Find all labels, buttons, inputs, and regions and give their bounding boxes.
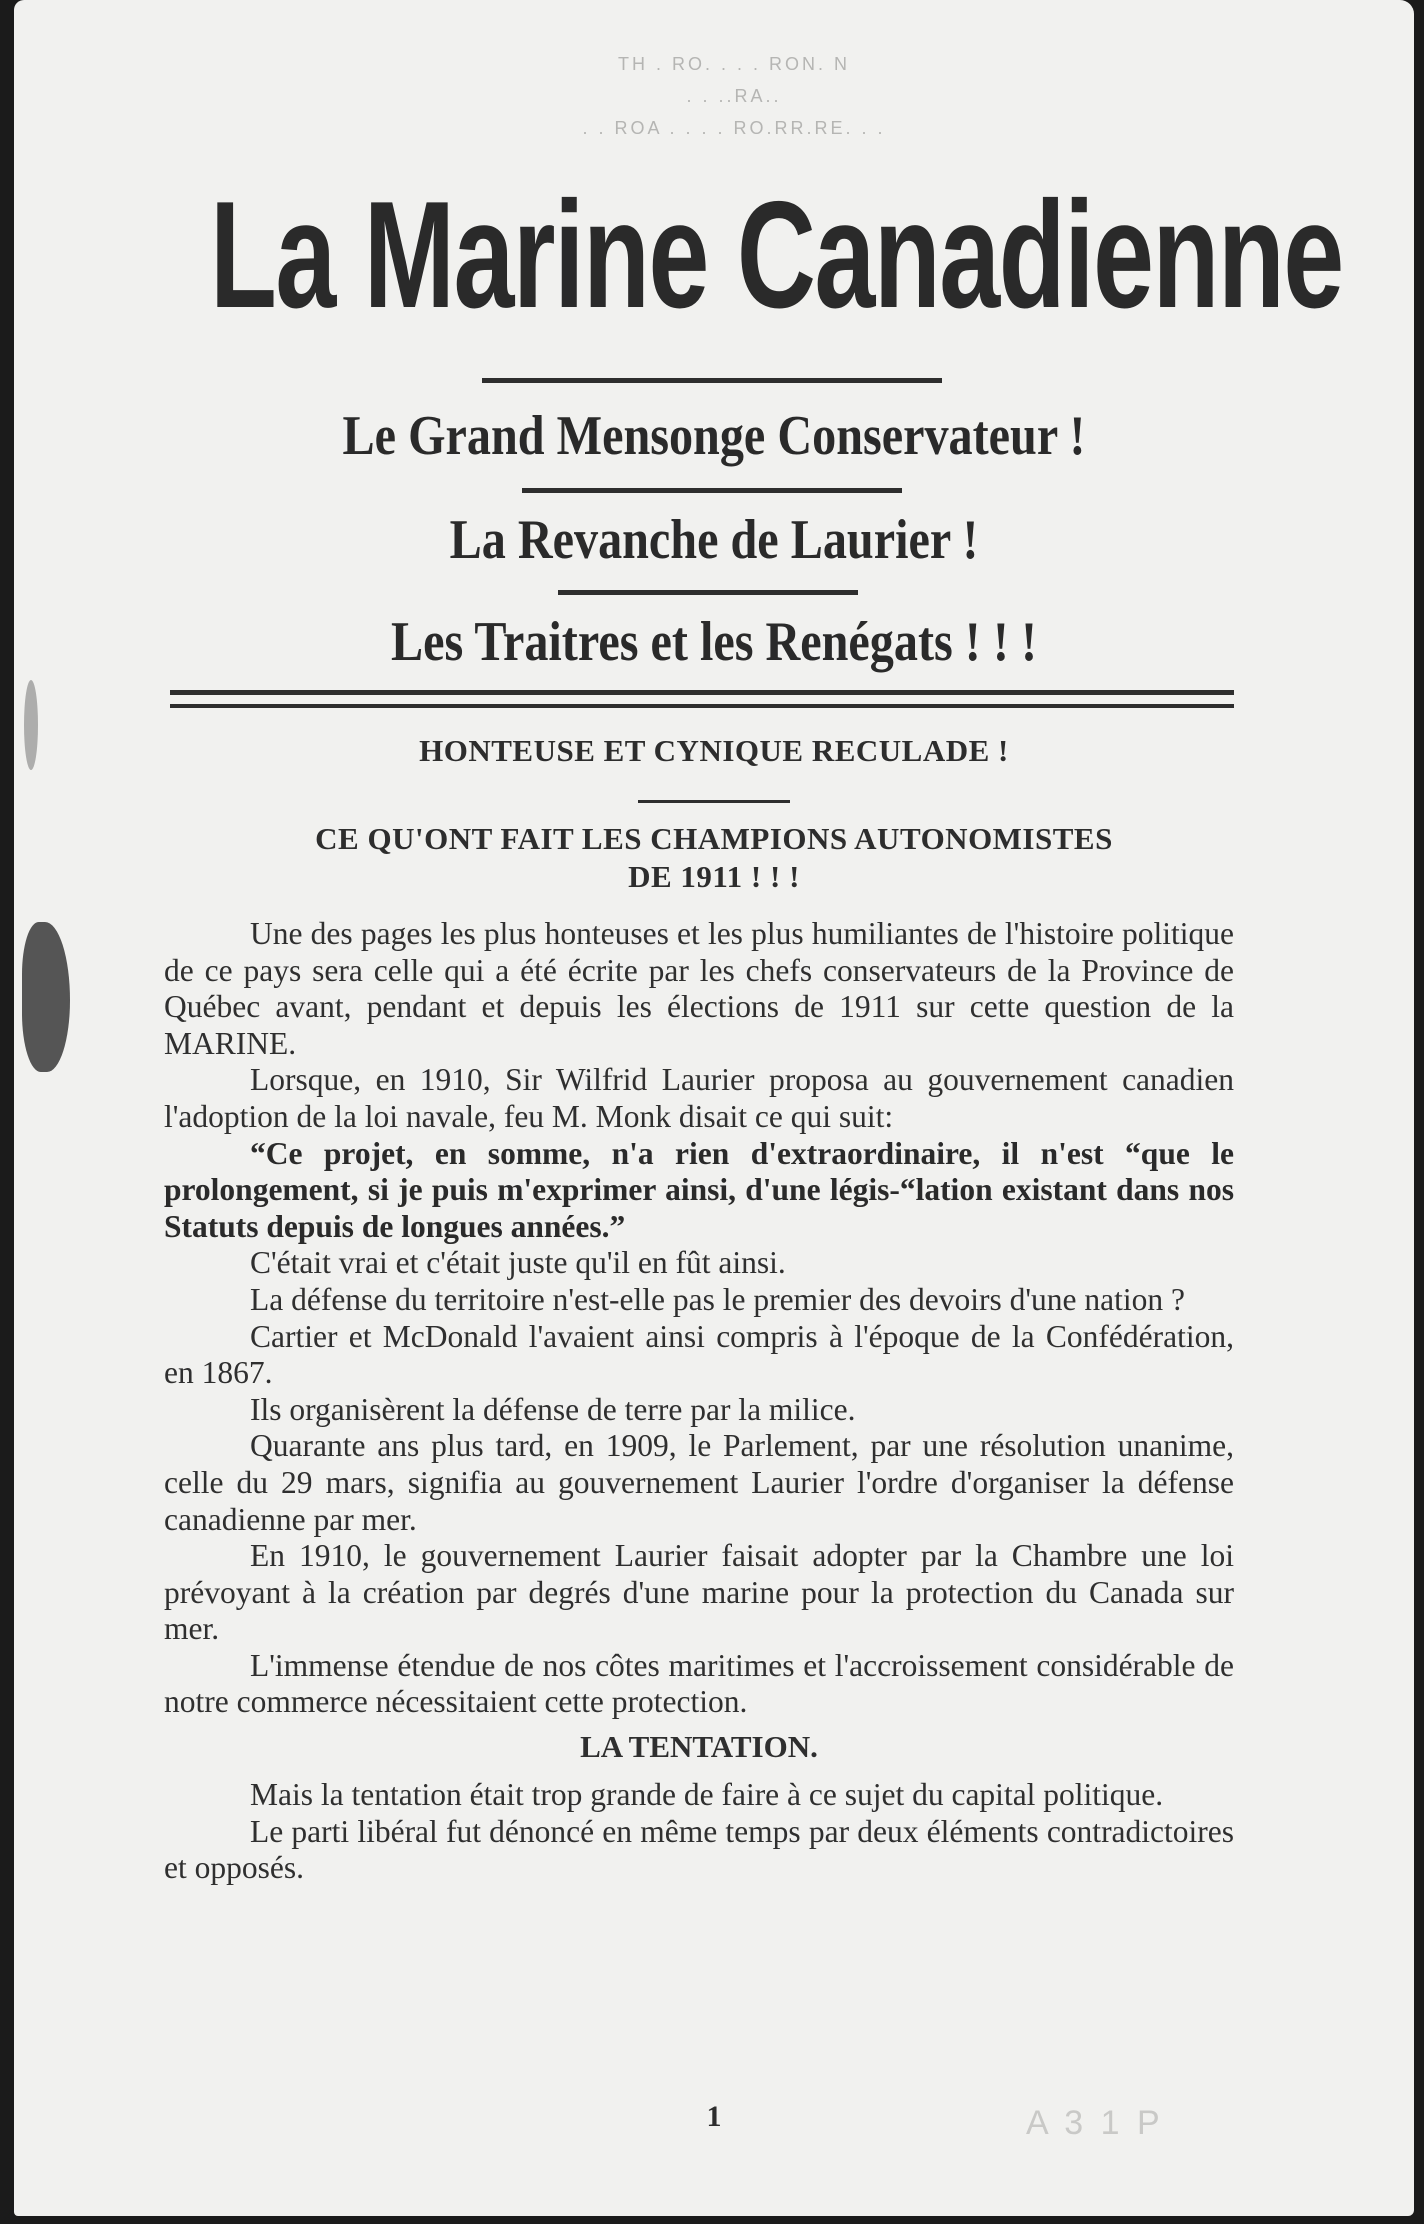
divider-rule xyxy=(522,488,902,493)
stamp-line-3: . . ROA . . . . RO.RR.RE. . . xyxy=(582,118,886,138)
page-title: La Marine Canadienne xyxy=(209,170,1343,340)
heading-champions xyxy=(164,820,1264,896)
paragraph: En 1910, le gouvernement Laurier faisait adopter par la Chambre une loi prévoyant à la création par degrés d'une marine pour la protection du Canada sur mer. xyxy=(164,1538,1234,1647)
paragraph: C'était vrai et c'était juste qu'il en fût ainsi. xyxy=(250,1245,786,1281)
faded-corner-mark: A 3 1 P xyxy=(1026,2104,1164,2142)
faded-stamp xyxy=(474,48,994,144)
stamp-line-2: . . ..RA.. xyxy=(686,86,782,106)
paragraph: Le parti libéral fut dénoncé en même temps par deux éléments contradictoires et opposés. xyxy=(164,1813,1234,1886)
body-text xyxy=(164,916,1234,1887)
monk-quote: “Ce projet, en somme, n'a rien d'extraordinaire, il n'est “que le prolongement, si je puis m'exprimer ainsi, d'une légis-“lation existant dans nos Statuts depuis de longues années.” xyxy=(164,1135,1234,1244)
stamp-line-1: TH . RO. . . . RON. N xyxy=(617,54,850,74)
subtitle-2: La Revanche de Laurier ! xyxy=(449,509,979,571)
double-rule-top xyxy=(170,690,1234,695)
section-heading-tentation: LA TENTATION. xyxy=(580,1729,818,1765)
heading-champions-line-2: DE 1911 ! ! ! xyxy=(628,859,800,894)
subtitle-3: Les Traitres et les Renégats ! ! ! xyxy=(391,611,1037,673)
ink-smudge xyxy=(24,680,38,770)
divider-rule xyxy=(558,590,858,595)
double-rule-bottom xyxy=(170,704,1234,708)
paragraph: Cartier et McDonald l'avaient ainsi compris à l'époque de la Confédération, en 1867. xyxy=(164,1318,1234,1391)
document-page xyxy=(14,0,1414,2216)
paragraph: La défense du territoire n'est-elle pas le premier des devoirs d'une nation ? xyxy=(250,1281,1185,1317)
heading-reculade: HONTEUSE ET CYNIQUE RECULADE ! xyxy=(419,733,1009,768)
paragraph: Une des pages les plus honteuses et les plus humiliantes de l'histoire politique de ce pays sera celle qui a été écrite par les chefs conservateurs de la Province de Québec avant, pendant et depuis les élections de 1911 sur cette question de la MARINE. xyxy=(164,916,1234,1061)
paragraph: Mais la tentation était trop grande de faire à ce sujet du capital politique. xyxy=(250,1777,1164,1813)
ink-blot xyxy=(22,922,70,1072)
subtitle-1: Le Grand Mensonge Conservateur ! xyxy=(342,405,1086,467)
short-rule xyxy=(638,800,790,803)
paragraph: Quarante ans plus tard, en 1909, le Parlement, par une résolution unanime, celle du 29 mars, signifia au gouvernement Laurier l'ordre d'organiser la défense canadienne par mer. xyxy=(164,1428,1234,1537)
paragraph: L'immense étendue de nos côtes maritimes et l'accroissement considérable de notre commerce nécessitaient cette protection. xyxy=(164,1647,1234,1720)
page-number: 1 xyxy=(706,2100,722,2133)
paragraph: Lorsque, en 1910, Sir Wilfrid Laurier proposa au gouvernement canadien l'adoption de la loi navale, feu M. Monk disait ce qui suit: xyxy=(164,1062,1234,1134)
divider-rule xyxy=(482,378,942,383)
paragraph: Ils organisèrent la défense de terre par la milice. xyxy=(250,1391,856,1427)
heading-champions-line-1: CE QU'ONT FAIT LES CHAMPIONS AUTONOMISTES xyxy=(315,821,1113,856)
